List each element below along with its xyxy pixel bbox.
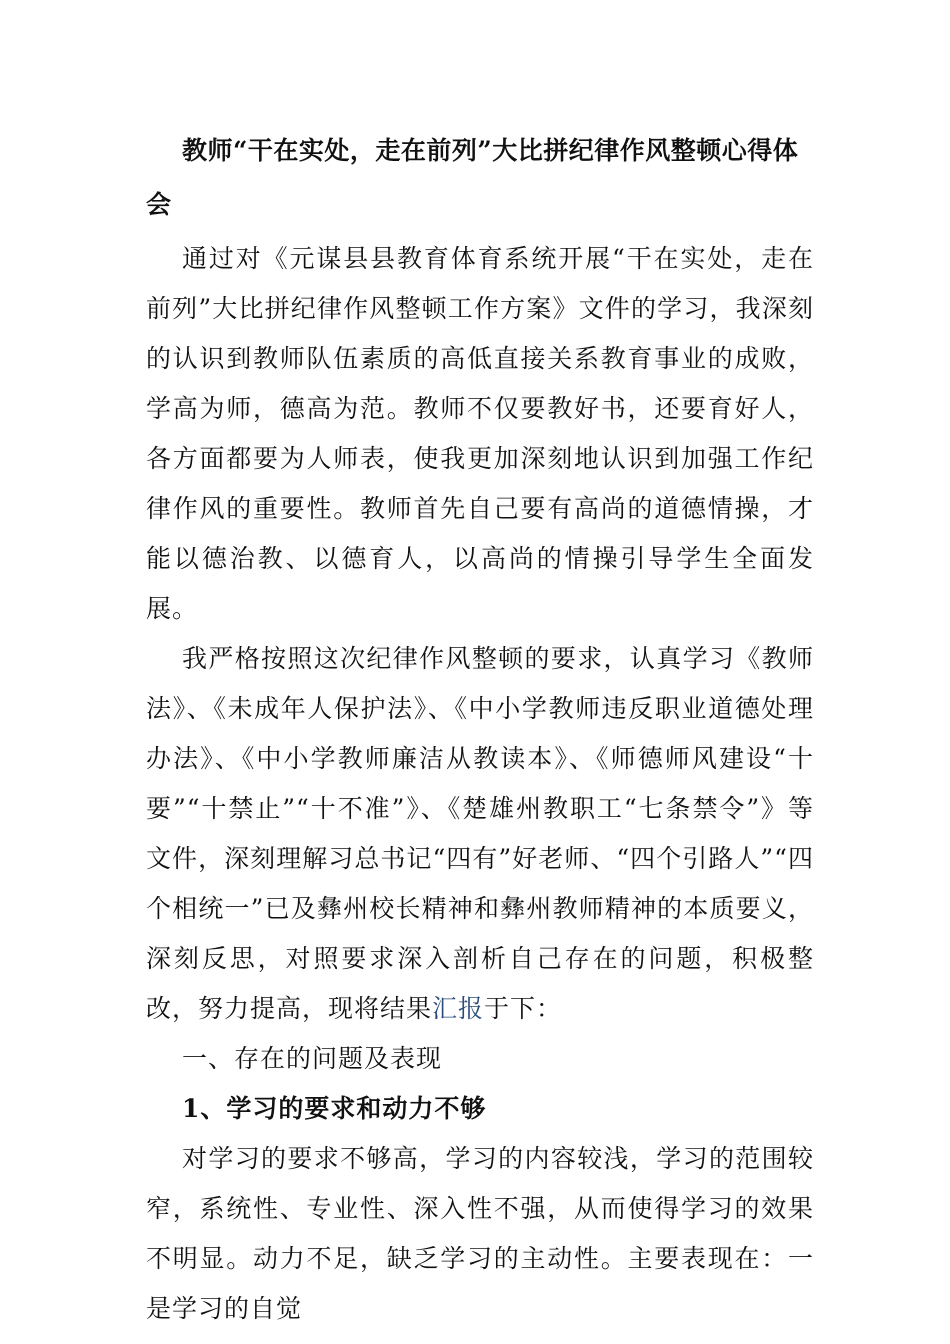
paragraph-study-laws xyxy=(146,634,814,1034)
document-body xyxy=(146,124,814,1334)
report-link[interactable]: 汇报 xyxy=(432,994,485,1023)
document-title: 教师“干在实处，走在前列”大比拼纪律作风整顿心得体会 xyxy=(146,136,799,219)
paragraph-learning-problems: 对学习的要求不够高，学习的内容较浅，学习的范围较窄，系统性、专业性、深入性不强，从而使得学习的效果不明显。动力不足，缺乏学习的主动性。主要表现在：一是学习的自觉 xyxy=(146,1144,814,1323)
paragraph-study-plan: 通过对《元谋县县教育体育系统开展“干在实处，走在前列”大比拼纪律作风整顿工作方案》文件的学习，我深刻的认识到教师队伍素质的高低直接关系教育事业的成败，学高为师，德高为范。教师不仅要教好书，还要育好人，各方面都要为人师表，使我更加深刻地认识到加强工作纪律作风的重要性。教师首先自己要有高尚的道德情操，才能以德治教、以德育人，以高尚的情操引导学生全面发展。 xyxy=(146,244,814,623)
paragraph-study-laws-end: 于下： xyxy=(484,994,563,1023)
section-heading-problems: 一、存在的问题及表现 xyxy=(182,1044,443,1073)
paragraph-study-laws-text: 我严格按照这次纪律作风整顿的要求，认真学习《教师法》、《未成年人保护法》、《中小学教师违反职业道德处理办法》、《中小学教师廉洁从教读本》、《师德师风建设“十要”“十禁止”“十不准”》、《楚雄州教职工“七条禁令”》等文件，深刻理解习总书记“四有”好老师、“四个引路人”“四个相统一”已及彝州校长精神和彝州教师精神的本质要义，深刻反思，对照要求深入剖析自己存在的问题，积极整改，努力提高，现将结果 xyxy=(146,644,814,1023)
subsection-heading-learning: 1、学习的要求和动力不够 xyxy=(182,1094,487,1123)
